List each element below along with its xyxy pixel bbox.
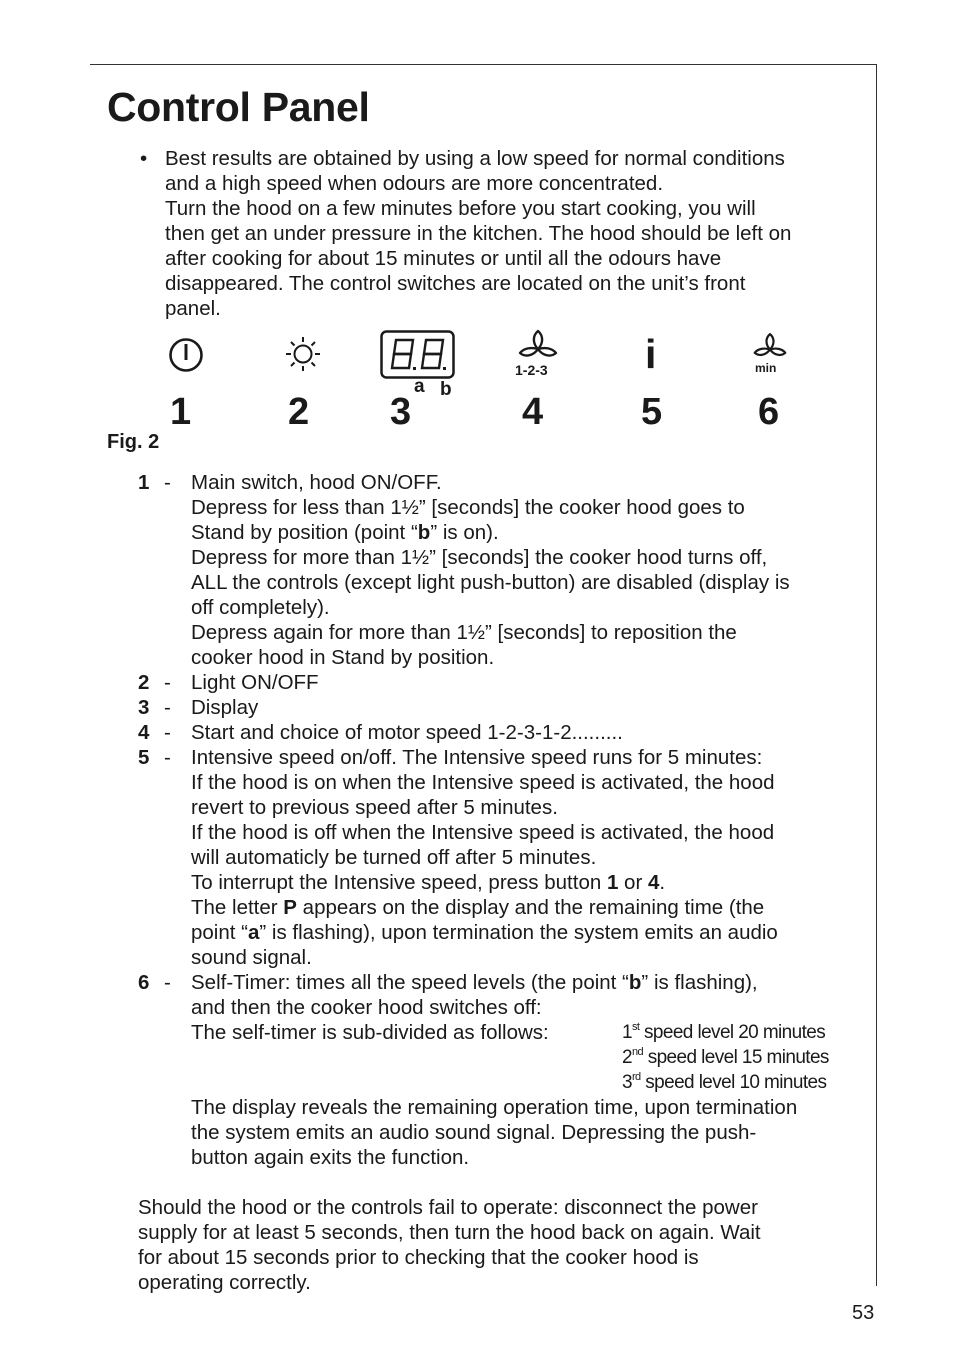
control-number-2: 2 [288,391,310,433]
control-panel-figure [0,326,954,436]
item-line: sound signal. [191,946,312,969]
item-line: button again exits the function. [191,1146,470,1169]
control-number-4: 4 [522,391,544,433]
item-number: 1 [138,471,150,494]
item-dash: - [164,746,171,769]
page-title: Control Panel [107,84,370,130]
item-line: Start and choice of motor speed 1-2-3-1-2......... [191,721,623,744]
control-item-6 [138,970,854,1170]
intro-text [165,146,852,321]
item-number: 4 [138,721,150,744]
fan-icon [518,329,558,361]
speed-level-item: 2nd speed level 15 minutes [622,1045,829,1068]
control-item-1 [138,470,854,670]
item-line: Depress for less than 1½” [seconds] the cooker hood goes to [191,496,745,519]
troubleshooting-paragraph [138,1195,854,1295]
item-line: will automaticly be turned off after 5 minutes. [191,846,597,869]
intro-line: then get an under pressure in the kitchen. The hood should be left on [165,222,792,245]
control-item-4 [138,720,854,745]
page-number: 53 [852,1302,875,1324]
intro-line: panel. [165,297,221,320]
power-icon [168,337,204,373]
fan-speed-caption: 1-2-3 [515,362,548,378]
control-number-1: 1 [170,391,192,433]
bullet-glyph: • [140,147,148,170]
item-dash: - [164,971,171,994]
item-line: Light ON/OFF [191,671,319,694]
intro-line: and a high speed when odours are more concentrated. [165,172,664,195]
item-line: the system emits an audio sound signal. Depressing the push- [191,1121,757,1144]
item-line: and then the cooker hood switches off: [191,996,542,1019]
outro-line: for about 15 seconds prior to checking that the cooker hood is [138,1246,699,1269]
figure-label: Fig. 2 [107,431,160,453]
control-number-6: 6 [758,391,780,433]
item-line: Intensive speed on/off. The Intensive speed runs for 5 minutes: [191,746,763,769]
item-line: revert to previous speed after 5 minutes. [191,796,558,819]
outro-line: Should the hood or the controls fail to operate: disconnect the power [138,1196,758,1219]
item-line: ALL the controls (except light push-button) are disabled (display is [191,571,790,594]
item-dash: - [164,696,171,719]
fan-timer-icon [753,332,787,360]
item-line: If the hood is on when the Intensive speed is activated, the hood [191,771,775,794]
item-line: Stand by position (point “b” is on). [191,521,499,544]
item-line: Display [191,696,259,719]
speed-level-item: 3rd speed level 10 minutes [622,1070,827,1093]
display-point-b: b [440,379,452,400]
item-line: To interrupt the Intensive speed, press button 1 or 4. [191,871,666,894]
speed-level-item: 1st speed level 20 minutes [622,1020,826,1043]
control-number-5: 5 [641,391,663,433]
item-number: 5 [138,746,150,769]
item-dash: - [164,471,171,494]
control-item-5 [138,745,854,970]
control-descriptions [138,470,854,1170]
item-dash: - [164,671,171,694]
control-number-3: 3 [390,391,412,433]
display-point-a: a [414,376,425,397]
item-line: The display reveals the remaining operation time, upon termination [191,1096,798,1119]
item-line: If the hood is off when the Intensive speed is activated, the hood [191,821,775,844]
control-item-2 [138,670,854,695]
right-rule [876,64,877,1286]
intro-line: Turn the hood on a few minutes before you start cooking, you will [165,197,756,220]
item-number: 6 [138,971,150,994]
item-line: Depress for more than 1½” [seconds] the cooker hood turns off, [191,546,768,569]
top-rule [90,64,877,65]
subdivision-label: The self-timer is sub-divided as follows: [191,1021,549,1044]
intro-line: after cooking for about 15 minutes or until all the odours have [165,247,722,270]
item-line: Main switch, hood ON/OFF. [191,471,442,494]
light-bulb-icon [284,335,322,373]
item-line: Self-Timer: times all the speed levels (the point “b” is flashing), [191,971,758,994]
info-icon: i [645,331,657,377]
outro-line: operating correctly. [138,1271,311,1294]
item-line: Depress again for more than 1½” [seconds] to reposition the [191,621,737,644]
intro-paragraph [140,146,852,321]
intro-line: Best results are obtained by using a low speed for normal conditions [165,147,785,170]
item-number: 3 [138,696,150,719]
item-number: 2 [138,671,150,694]
seven-segment-display-icon [380,330,456,380]
item-line: cooker hood in Stand by position. [191,646,495,669]
outro-line: supply for at least 5 seconds, then turn the hood back on again. Wait [138,1221,761,1244]
timer-caption: min [755,361,777,375]
speed-level-list [622,1020,829,1095]
control-item-3 [138,695,854,720]
intro-line: disappeared. The control switches are located on the unit’s front [165,272,746,295]
item-dash: - [164,721,171,744]
item-line: off completely). [191,596,330,619]
self-timer-subdivision [191,1020,854,1095]
item-line: The letter P appears on the display and the remaining time (the [191,896,765,919]
item-line: point “a” is flashing), upon termination the system emits an audio [191,921,778,944]
